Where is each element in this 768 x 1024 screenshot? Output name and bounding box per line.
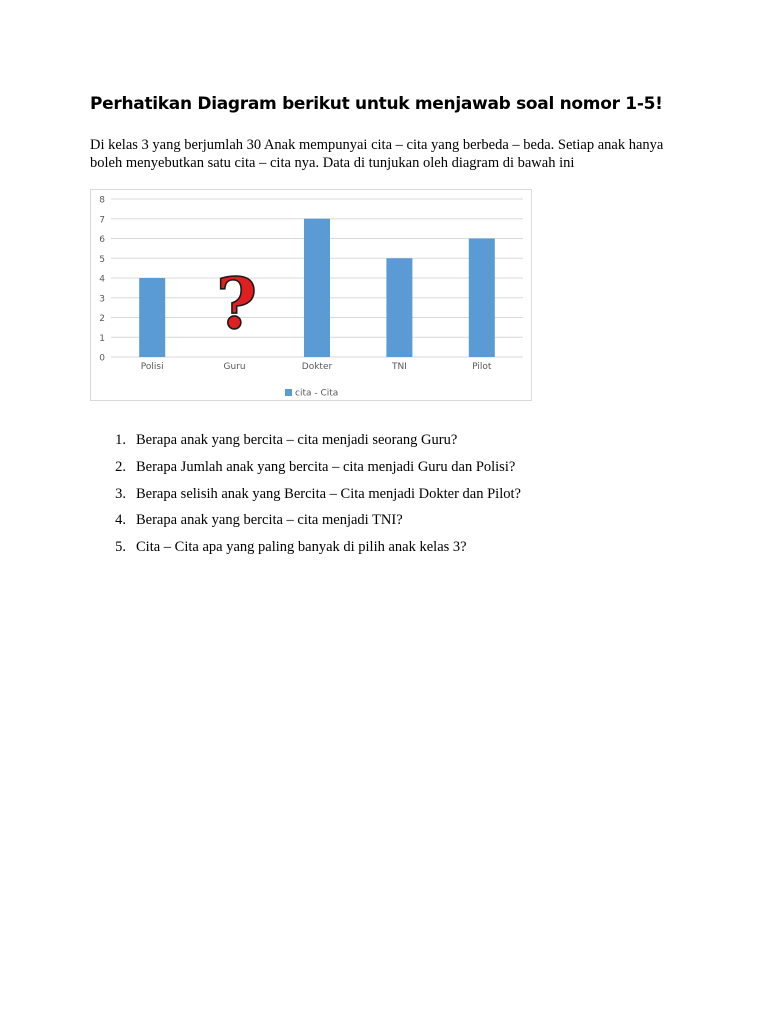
y-tick-label: 7 [99,215,105,226]
question-number: 5. [115,539,126,556]
bar-chart-svg [91,190,533,402]
bar [469,239,495,358]
y-tick-label: 2 [99,314,105,324]
question-number: 3. [115,485,126,502]
page-title: Perhatikan Diagram berikut untuk menjawab soal nomor 1-5! [90,94,663,114]
x-tick-label: TNI [391,362,407,372]
legend-swatch [285,389,292,396]
question-list [110,430,710,564]
question-text: Berapa selisih anak yang Bercita – Cita menjadi Dokter dan Pilot? [136,485,521,502]
bar-chart [90,189,532,401]
question-item [110,510,710,537]
y-tick-label: 4 [99,274,105,285]
y-tick-label: 5 [99,254,105,265]
question-number: 4. [115,512,126,529]
y-tick-label: 3 [99,294,105,305]
question-item [110,457,710,484]
question-text: Berapa Jumlah anak yang bercita – cita menjadi Guru dan Polisi? [136,458,516,475]
x-tick-label: Guru [223,362,246,372]
bar [304,219,330,357]
question-text: Cita – Cita apa yang paling banyak di pilih anak kelas 3? [136,539,467,556]
question-text: Berapa anak yang bercita – cita menjadi TNI? [136,512,403,529]
y-tick-label: 6 [99,235,105,245]
y-tick-label: 0 [99,353,105,364]
x-tick-label: Pilot [472,362,492,372]
question-number: 1. [115,432,126,448]
legend-label: cita - Cita [295,388,339,399]
question-item [110,537,710,564]
y-tick-label: 1 [99,333,105,344]
question-mark-icon: ? [216,262,258,345]
question-item [110,484,710,511]
intro-paragraph [90,136,670,172]
intro-text: Di kelas 3 yang berjumlah 30 Anak mempunyai cita – cita yang berbeda – beda. Setiap anak hanya boleh menyebutkan satu cita – cita nya. Data di tunjukan oleh diagram di bawah ini [90,137,664,171]
x-tick-label: Dokter [301,362,333,372]
x-tick-label: Polisi [140,362,164,372]
question-item [110,430,710,457]
question-number: 2. [115,458,126,475]
y-tick-label: 8 [99,195,105,206]
bar [139,278,165,357]
bar [386,258,412,357]
question-text: Berapa anak yang bercita – cita menjadi seorang Guru? [136,432,458,448]
